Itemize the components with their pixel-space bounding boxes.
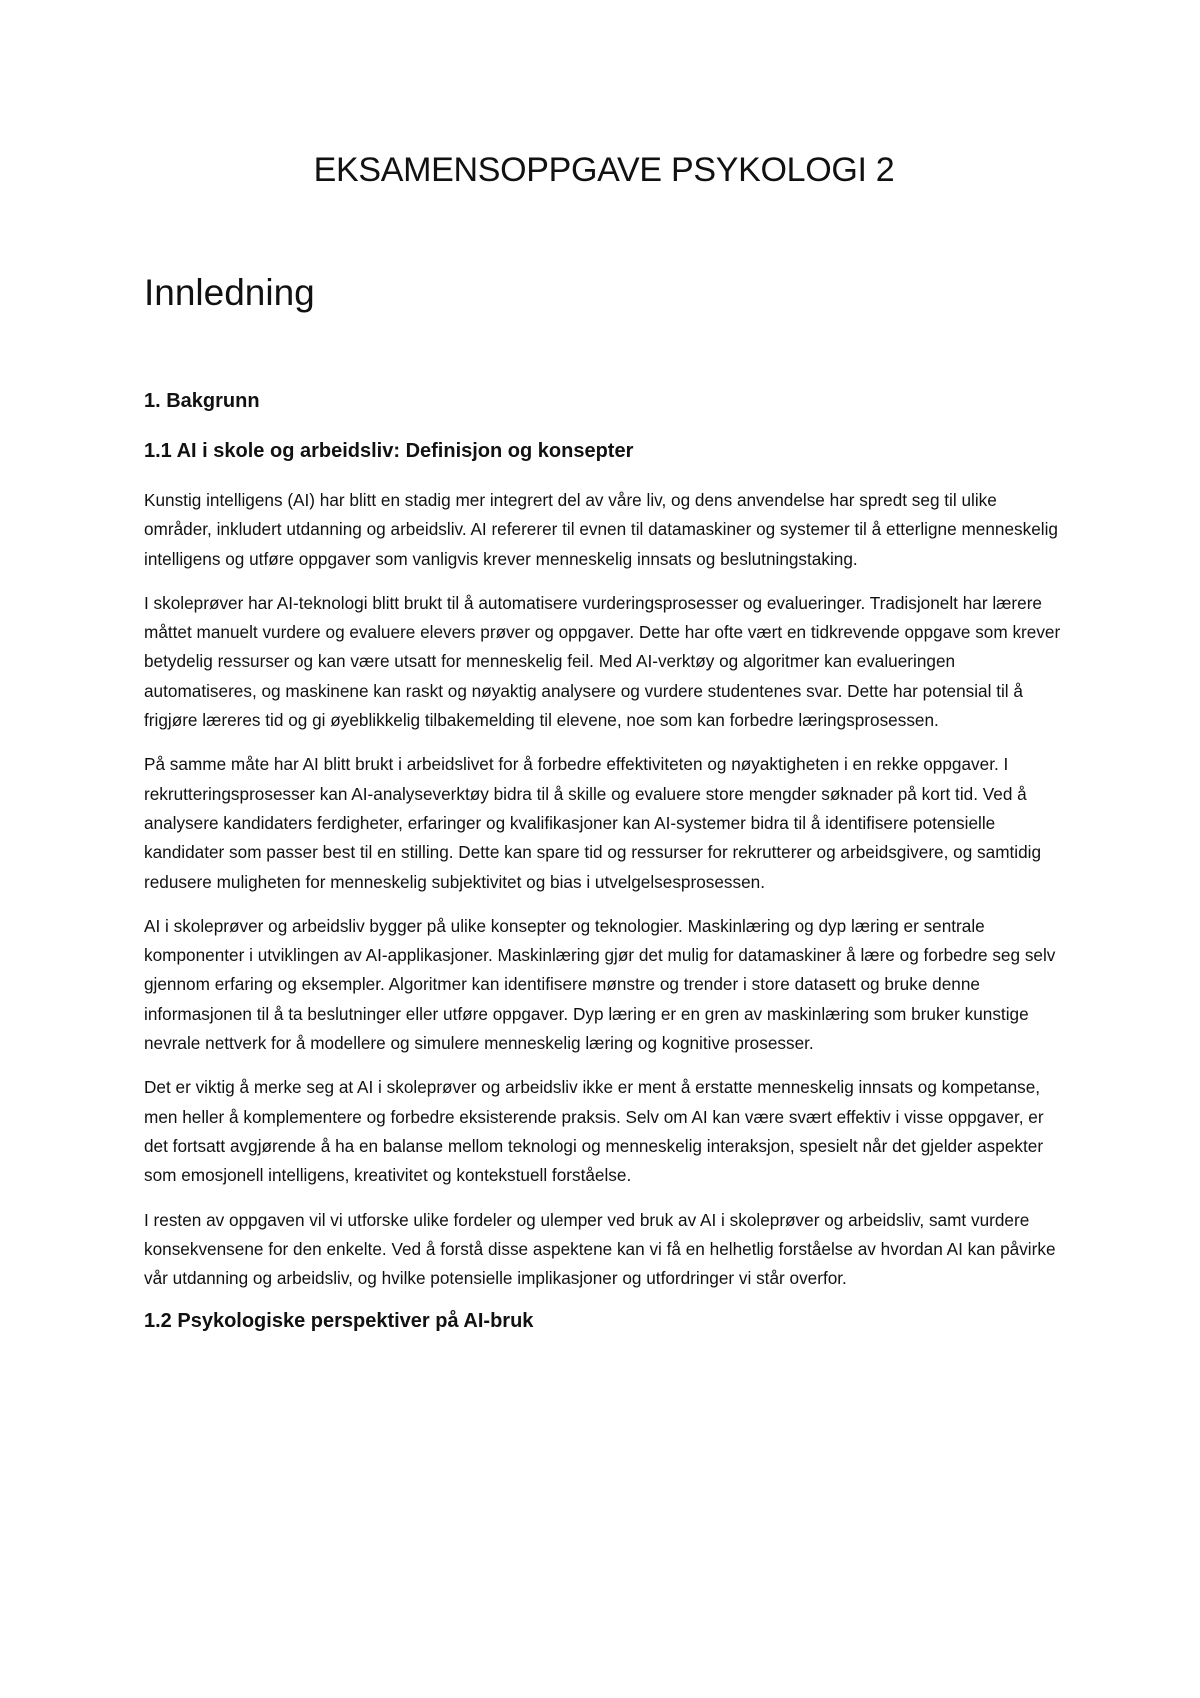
- section-heading-1-1: 1.1 AI i skole og arbeidsliv: Definisjon og konsepter: [144, 440, 634, 462]
- paragraph: I skoleprøver har AI-teknologi blitt brukt til å automatisere vurderingsprosesser og evalueringer. Tradisjonelt har lærere måttet manuelt vurdere og evaluere elevers prøver og oppgaver. Dette har ofte vært en tidkrevende oppgave som krever betydelig ressurser og kan være utsatt for menneskelig feil. Med AI-verktøy og algoritmer kan evalueringen automatiseres, og maskinene kan raskt og nøyaktig analysere og vurdere studentenes svar. Dette har potensial til å frigjøre læreres tid og gi øyeblikkelig tilbakemelding til elevene, noe som kan forbedre læringsprosessen.: [144, 592, 1061, 731]
- section-heading-1-2: 1.2 Psykologiske perspektiver på AI-bruk: [144, 1310, 534, 1333]
- document-body: [144, 148, 1064, 1356]
- section-heading-1: 1. Bakgrunn: [144, 390, 260, 412]
- document-title: EKSAMENSOPPGAVE PSYKOLOGI 2: [313, 151, 895, 189]
- paragraph: Kunstig intelligens (AI) har blitt en stadig mer integrert del av våre liv, og dens anvendelse har spredt seg til ulike områder, inkludert utdanning og arbeidsliv. AI refererer til evnen til datamaskiner og systemer til å etterligne menneskelig intelligens og utføre oppgaver som vanligvis krever menneskelig innsats og beslutningstaking.: [144, 490, 1058, 569]
- heading-innledning: Innledning: [144, 272, 315, 313]
- paragraph: I resten av oppgaven vil vi utforske ulike fordeler og ulemper ved bruk av AI i skoleprøver og arbeidsliv, samt vurdere konsekvensene for den enkelte. Ved å forstå disse aspektene kan vi få en helhetlig forståelse av hvordan AI kan påvirke vår utdanning og arbeidsliv, og hvilke potensielle implikasjoner og utfordringer vi står overfor.: [144, 1209, 1056, 1289]
- paragraph: AI i skoleprøver og arbeidsliv bygger på ulike konsepter og teknologier. Maskinlæring og dyp læring er sentrale komponenter i utviklingen av AI-applikasjoner. Maskinlæring gjør det mulig for datamaskiner å lære og forbedre seg selv gjennom erfaring og eksempler. Algoritmer kan identifisere mønstre og trender i store datasett og bruke denne informasjonen til å ta beslutninger eller utføre oppgaver. Dyp læring er en gren av maskinlæring som bruker kunstige nevrale nettverk for å modellere og simulere menneskelig læring og kognitive prosesser.: [144, 915, 1056, 1054]
- paragraph: Det er viktig å merke seg at AI i skoleprøver og arbeidsliv ikke er ment å erstatte menneskelig innsats og kompetanse, men heller å komplementere og forbedre eksisterende praksis. Selv om AI kan være svært effektiv i visse oppgaver, er det fortsatt avgjørende å ha en balanse mellom teknologi og menneskelig interaksjon, spesielt når det gjelder aspekter som emosjonell intelligens, kreativitet og kontekstuell forståelse.: [144, 1077, 1044, 1186]
- paragraph: På samme måte har AI blitt brukt i arbeidslivet for å forbedre effektiviteten og nøyaktigheten i en rekke oppgaver. I rekrutteringsprosesser kan AI-analyseverktøy bidra til å skille og evaluere store mengder søknader på kort tid. Ved å analysere kandidaters ferdigheter, erfaringer og kvalifikasjoner kan AI-systemer bidra til å identifisere potensielle kandidater som passer best til en stilling. Dette kan spare tid og ressurser for rekrutterer og arbeidsgivere, og samtidig redusere muligheten for menneskelig subjektivitet og bias i utvelgelsesprosessen.: [144, 754, 1042, 892]
